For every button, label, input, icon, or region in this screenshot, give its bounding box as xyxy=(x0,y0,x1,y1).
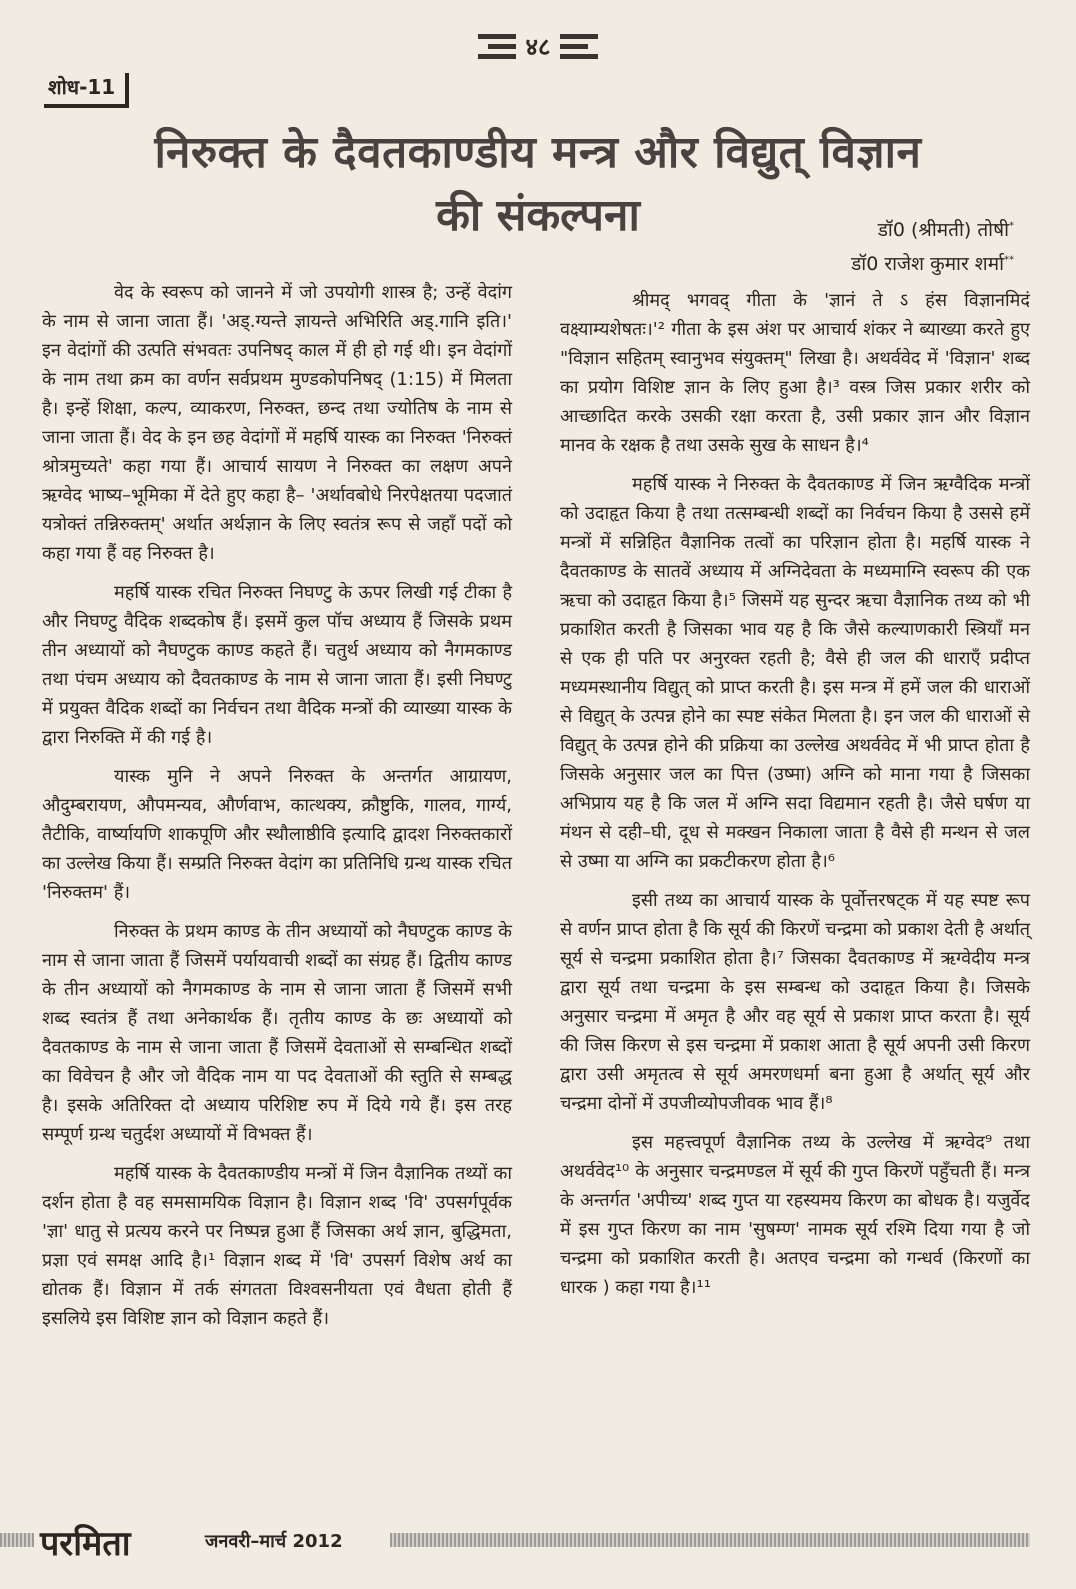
paragraph: इसी तथ्य का आचार्य यास्क के पूर्वोत्तरषट्क में यह स्पष्ट रूप से वर्णन प्राप्त होता है कि सूर्य की किरणें चन्द्रमा को प्रकाश देती है अर्थात् सूर्य से चन्द्रमा प्रकाशित होता है।⁷ जिसका दैवतकाण्ड में ऋग्वेदीय मन्त्र द्वारा सूर्य तथा चन्द्रमा के इस सम्बन्ध को उदाहृत किया है। जिसके अनुसार चन्द्रमा में अमृत है और वह सूर्य से प्रकाश प्राप्त करता है। सूर्य की जिस किरण से इस चन्द्रमा में प्रकाश आता है सूर्य अपनी उसी किरण द्वारा उसी अमृतत्व से सूर्य अमरणधर्मा बना हुआ है अर्थात् सूर्य और चन्द्रमा दोनों में उपजीव्योपजीवक भाव हैं।⁸ xyxy=(560,890,1030,1114)
paragraph: इस महत्त्वपूर्ण वैज्ञानिक तथ्य के उल्लेख में ऋग्वेद⁹ तथा अथर्ववेद¹⁰ के अनुसार चन्द्रमण्डल में सूर्य की गुप्त किरणें पहुँचती हैं। मन्त्र के अन्तर्गत 'अपीच्य' शब्द गुप्त या रहस्यमय किरण का बोधक है। यजुर्वेद में इस गुप्त किरण का नाम 'सुषम्ण' नामक सूर्य रश्मि दिया गया है जो चन्द्रमा को प्रकाशित करती है। अतएव चन्द्रमा को गन्धर्व (किरणों का धारक ) कहा गया है।¹¹ xyxy=(560,1132,1030,1298)
author-1-mark: * xyxy=(1009,220,1014,232)
author-2-mark: ** xyxy=(1004,254,1014,266)
paragraph: महर्षि यास्क ने निरुक्त के दैवतकाण्ड में जिन ऋग्वैदिक मन्त्रों को उदाहृत किया है तथा तत्सम्बन्धी शब्दों का निर्वचन किया है उससे हमें मन्त्रों में सन्निहित वैज्ञानिक तत्वों का परिज्ञान होता है। महर्षि यास्क ने दैवतकाण्ड के सातवें अध्याय में अग्निदेवता के मध्यमाग्नि स्वरूप की एक ऋचा को उदाहृत किया है।⁵ जिसमें यह सुन्दर ऋचा वैज्ञानिक तथ्य को भी प्रकाशित करती है जिसका भाव यह है कि जैसे कल्याणकारी स्त्रियाँ मन से एक ही पति पर अनुरक्त रहती है; वैसे ही जल की धाराएँ प्रदीप्त मध्यमस्थानीय विद्युत् को प्राप्त करती है। इस मन्त्र में हमें जल की धाराओं से विद्युत् के उत्पन्न होने का स्पष्ट संकेत मिलता है। इन जल की धाराओं से विद्युत् के उत्पन्न होने की प्रक्रिया का उल्लेख अथर्ववेद में भी प्राप्त होता है जिसके अनुसार जल का पित्त (उष्मा) अग्नि को माना गया है जिसका अभिप्राय यह है कि जल में अग्नि सदा विद्यमान रहती है। जैसे घर्षण या मंथन से दही–घी, दूध से मक्खन निकाला जाता है वैसे ही मन्थन से जल से उष्मा या अग्नि का प्रकटीकरण होता है।⁶ xyxy=(560,474,1030,872)
page-footer xyxy=(0,1519,1076,1564)
footer-pattern-left xyxy=(0,1533,34,1547)
author-2-name: डॉ0 राजेश कुमार शर्मा xyxy=(851,253,1004,275)
issue-date: जनवरी–मार्च 2012 xyxy=(205,1531,343,1552)
paragraph: श्रीमद् भगवद् गीता के 'ज्ञानं ते ऽ हंस विज्ञानमिदं वक्ष्याम्यशेषतः।'² गीता के इस अंश पर आचार्य शंकर ने ब्याख्या करते हुए "विज्ञान सहितम् स्वानुभव संयुक्तम्" लिखा है। अथर्ववेद में 'विज्ञान' शब्द का प्रयोग विशिष्ट ज्ञान के लिए हुआ है।³ वस्त्र जिस प्रकार शरीर को आच्छादित करके उसकी रक्षा करता है, उसी प्रकार ज्ञान और विज्ञान मानव के रक्षक है तथा उसके सुख के साधन है।⁴ xyxy=(560,290,1030,456)
paragraph: वेद के स्वरूप को जानने में जो उपयोगी शास्त्र है; उन्हें वेदांग के नाम से जाना जाता हैं। 'अड्.ग्यन्ते ज्ञायन्ते अभिरिति अड्.गानि इति।' इन वेदांगों की उत्पति संभवतः उपनिषद् काल में ही हो गई थी। इन वेदांगों के नाम तथा क्रम का वर्णन सर्वप्रथम मुण्डकोपनिषद् (1:15) में मिलता है। इन्हें शिक्षा, कल्प, व्याकरण, निरुक्त, छन्द तथा ज्योतिष के नाम से जाना जाता हैं। वेद के इन छह वेदांगों में महर्षि यास्क का निरुक्त 'निरुक्तं श्रोत्रमुच्यते' कहा गया हैं। आचार्य सायण ने निरुक्त का लक्षण अपने ऋग्वेद भाष्य–भूमिका में देते हुए कहा है– 'अर्थावबोधे निरपेक्षतया पदजातं यत्रोक्तं तन्निरुक्तम्' अर्थात अर्थज्ञान के लिए स्वतंत्र रूप से जहाँ पदों को कहा गया हैं वह निरुक्त है। xyxy=(42,282,512,564)
ornament-left-bars xyxy=(478,34,516,59)
magazine-logo: परमिता xyxy=(40,1524,131,1564)
section-label: शोध-11 xyxy=(44,73,129,108)
right-column xyxy=(560,286,1030,1312)
author-2 xyxy=(851,250,1014,276)
article-title-line1: निरुक्त के दैवतकाण्डीय मन्त्र और विद्युत् विज्ञान xyxy=(154,127,922,178)
footer-pattern-right xyxy=(390,1533,1030,1547)
author-1-name: डॉ0 (श्रीमती) तोषी xyxy=(877,219,1009,241)
paragraph: महर्षि यास्क के दैवतकाण्डीय मन्त्रों में जिन वैज्ञानिक तथ्यों का दर्शन होता है वह समसामयिक विज्ञान है। विज्ञान शब्द 'वि' उपसर्गपूर्वक 'ज्ञा' धातु से प्रत्यय करने पर निष्पन्न हुआ हैं जिसका अर्थ ज्ञान, बुद्धिमता, प्रज्ञा एवं समक्ष आदि है।¹ विज्ञान शब्द में 'वि' उपसर्ग विशेष अर्थ का द्योतक हैं। विज्ञान में तर्क संगतता विश्वसनीयता एवं वैधता होती हैं इसलिये इस विशिष्ट ज्ञान को विज्ञान कहते हैं। xyxy=(42,1163,512,1329)
left-column xyxy=(42,278,512,1343)
article-title-line2: की संकल्पना xyxy=(436,190,640,241)
paragraph: निरुक्त के प्रथम काण्ड के तीन अध्यायों को नैघण्टुक काण्ड के नाम से जाना जाता हैं जिसमें पर्यायवाची शब्दों का संग्रह हैं। द्वितीय काण्ड के तीन अध्यायों को नैगमकाण्ड के नाम से जाना जाता हैं जिसमें सभी शब्द स्वतंत्र हैं तथा अनेकार्थक हैं। तृतीय काण्ड के छः अध्यायों को दैवतकाण्ड के नाम से जाना जाता हैं जिसमें देवताओं से सम्बन्धित शब्दों का विवेचन है और जो वैदिक नाम या पद देवताओं की स्तुति से सम्बद्ध है। इसके अतिरिक्त दो अध्याय परिशिष्ट रुप में दिये गये हैं। इस तरह सम्पूर्ण ग्रन्थ चतुर्दश अध्यायों में विभक्त हैं। xyxy=(42,921,512,1145)
paragraph: महर्षि यास्क रचित निरुक्त निघण्टु के ऊपर लिखी गई टीका है और निघण्टु वैदिक शब्दकोष हैं। इसमें कुल पॉच अध्याय हैं जिसके प्रथम तीन अध्यायों को नैघण्टुक काण्ड कहते हैं। चतुर्थ अध्याय को नैगमकाण्ड तथा पंचम अध्याय को दैवतकाण्ड के नाम से जाना जाता हैं। इसी निघण्टु में प्रयुक्त वैदिक शब्दों का निर्वचन तथा वैदिक मन्त्रों की व्याख्या यास्क के द्वारा निरुक्ति में की गई है। xyxy=(42,582,512,748)
paragraph: यास्क मुनि ने अपने निरुक्त के अन्तर्गत आग्रायण, औदुम्बरायण, औपमन्यव, और्णवाभ, कात्थक्य, क्रौष्टुकि, गालव, गार्ग्य, तैटीकि, वार्ष्यायणि शाकपूणि और स्थौलाष्ठीवि इत्यादि द्वादश निरुक्तकारों का उल्लेख किया हैं। सम्प्रति निरुक्त वेदांग का प्रतिनिधि ग्रन्थ यास्क रचित 'निरुक्तम' हैं। xyxy=(42,766,512,903)
ornament-right-bars xyxy=(560,34,598,59)
page-number-ornament xyxy=(0,26,1076,66)
author-1 xyxy=(878,216,1014,242)
page-number: ४८ xyxy=(525,32,551,61)
